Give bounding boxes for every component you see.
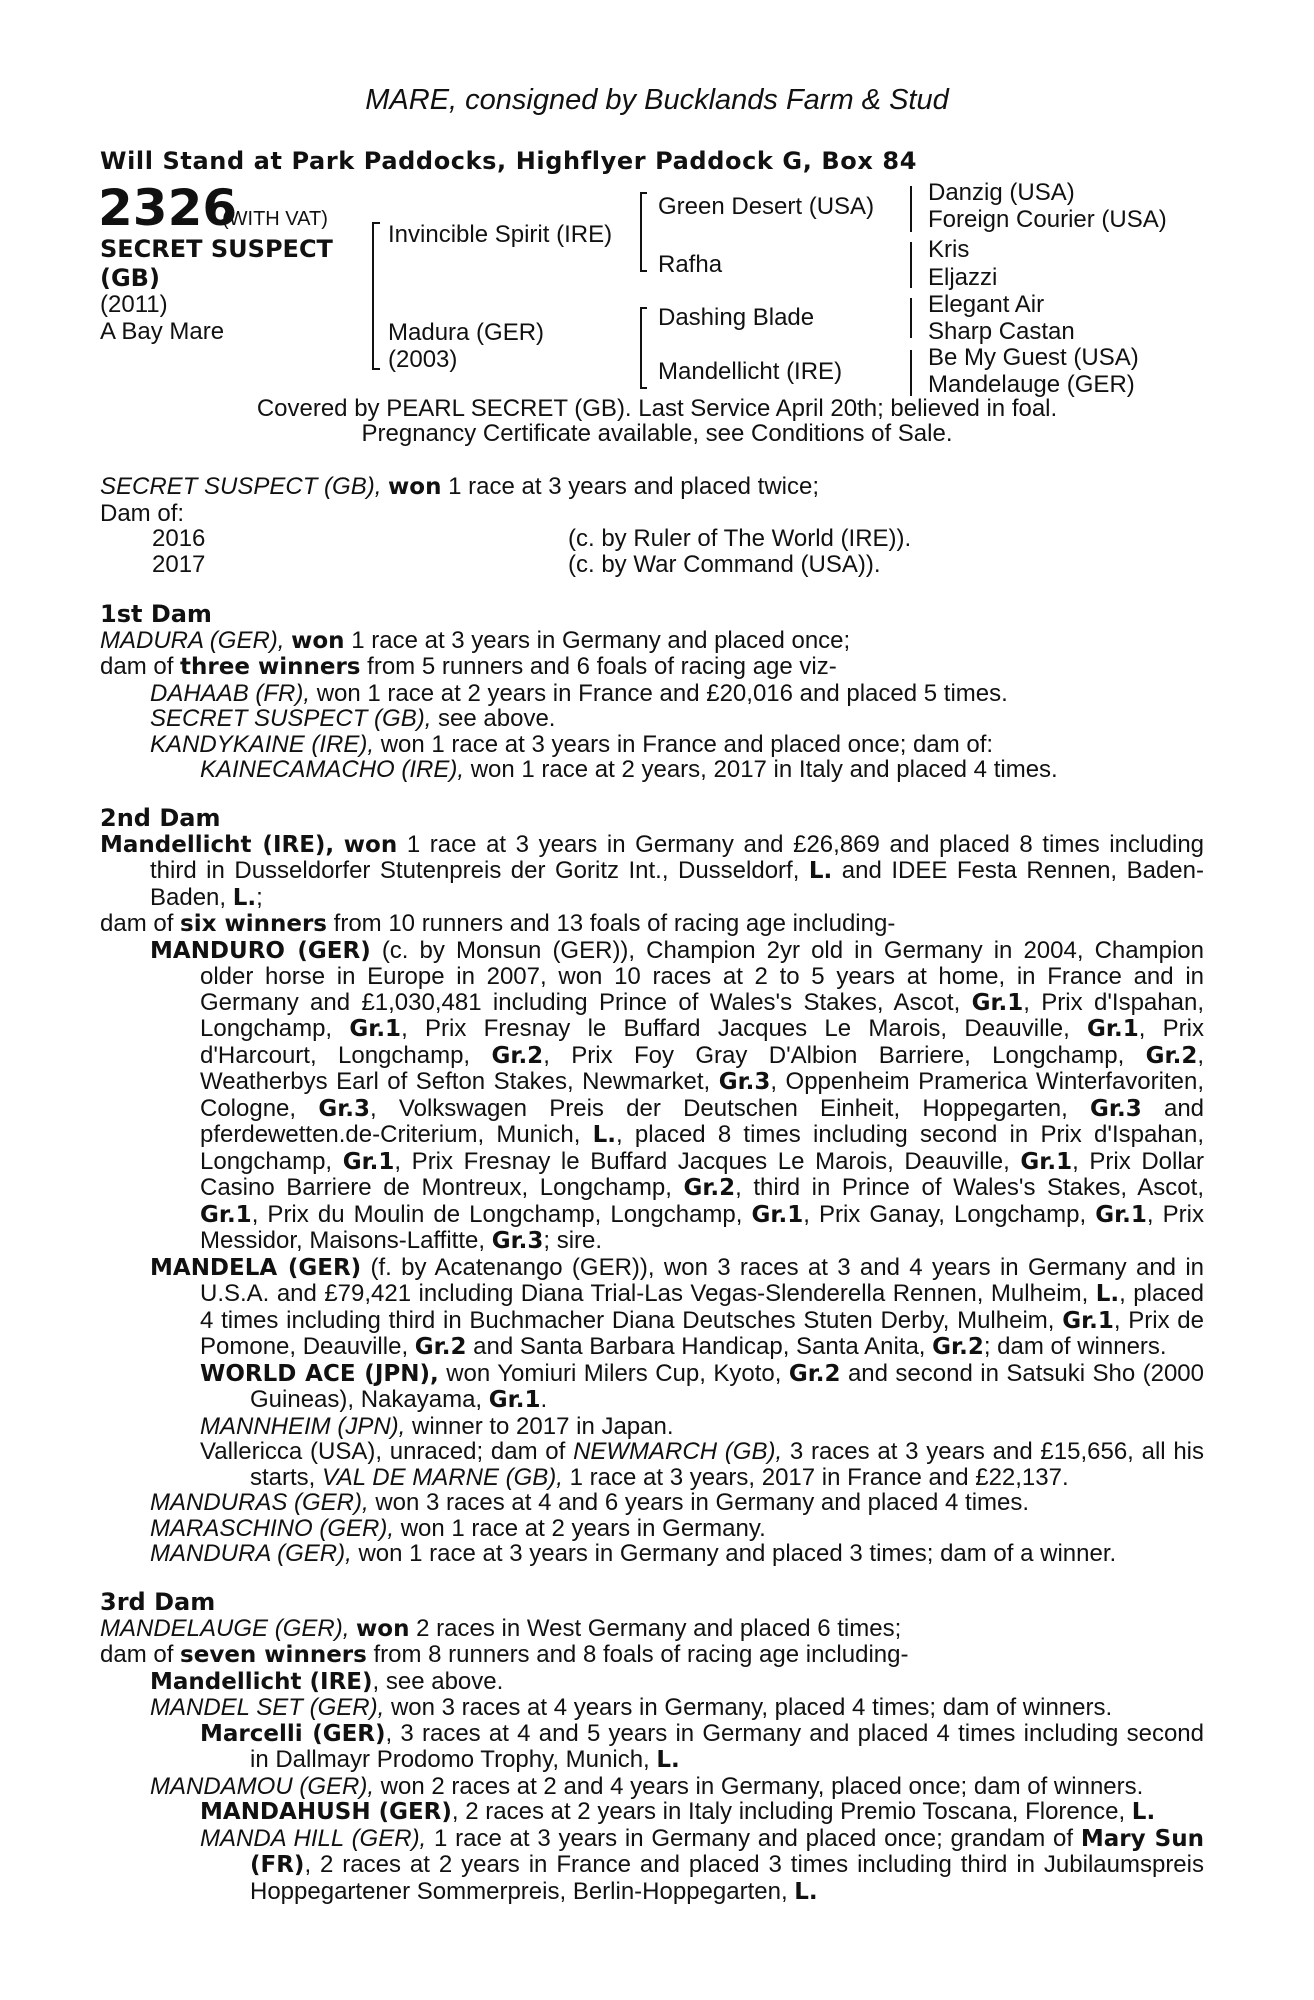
covered-note: Covered by PEARL SECRET (GB). Last Service April 20th; believed in foal. (256, 395, 1058, 422)
second-dam-section (100, 806, 1204, 1567)
pedigree-sire: Invincible Spirit (IRE) (388, 221, 613, 248)
second-dam-heading: 2nd Dam (100, 804, 221, 832)
progeny-name: SECRET SUSPECT (GB), (150, 705, 432, 732)
pedigree-dam: Madura (GER) (388, 319, 545, 346)
third-dam-section (100, 1590, 1204, 1905)
first-dam-heading: 1st Dam (100, 600, 212, 628)
pedigree-brace-ggp (910, 242, 912, 288)
produce-desc: (c. by War Command (USA)). (568, 550, 881, 578)
pedigree-sire-dam: Rafha (658, 251, 723, 278)
progeny-entry (100, 732, 1204, 758)
dam-name: MANDELAUGE (GER), (100, 1614, 350, 1642)
pedigree-ggp: Sharp Castan (928, 318, 1075, 345)
horse-name: SECRET SUSPECT (100, 235, 333, 263)
progeny-text: won 1 race at 2 years in France and £20,016 and placed 5 times. (316, 679, 1008, 707)
pedigree-brace-ggp (910, 298, 912, 338)
progeny-entry-marcelli: Marcelli (GER), 3 races at 4 and 5 years in Germany and placed 4 times including second in Dallmayr Prodomo Trophy, Munich, L. (200, 1719, 1204, 1773)
progeny-entry-mandamou: MANDAMOU (GER), won 2 races at 2 and 4 years in Germany, placed once; dam of winners. (150, 1772, 1144, 1800)
pedigree-dam-year: (2003) (388, 346, 458, 373)
won-label: won (356, 1615, 410, 1642)
produce-year: 2017 (152, 550, 206, 578)
pedigree-brace-main (372, 222, 374, 370)
progeny-entry: MANDURAS (GER), won 3 races at 4 and 6 years in Germany and placed 4 times. (150, 1489, 1030, 1516)
dam-record: Mandellicht (IRE), won 1 race at 3 years in Germany and £26,869 and placed 8 times including third in Dusseldorfer Stutenpreis der Goritz Int., Dusseldorf, L. and IDEE Festa Rennen, Baden-Baden, L.; (100, 830, 1205, 911)
dam-record: 1 race at 3 years in Germany and placed once; (351, 626, 851, 654)
produce-year: 2016 (152, 525, 206, 552)
progeny-entry: MANDURA (GER), won 1 race at 3 years in Germany and placed 3 times; dam of a winner. (150, 1540, 1117, 1567)
progeny-name: KANDYKAINE (IRE), (150, 730, 375, 758)
dam-record: 2 races in West Germany and placed 6 times; (416, 1614, 902, 1642)
dam-of-text: from 5 runners and 6 foals of racing age viz- (367, 653, 837, 680)
pedigree-brace-sire (640, 192, 642, 272)
catalogue-title: MARE, consigned by Bucklands Farm & Stud (365, 84, 949, 116)
produce-row (100, 526, 1204, 552)
brace-tick (372, 222, 380, 224)
pregnancy-note: Pregnancy Certificate available, see Conditions of Sale. (361, 420, 953, 447)
progeny-text: see above. (438, 705, 556, 732)
dam-of-text: dam of (100, 653, 174, 680)
progeny-entry: MARASCHINO (GER), won 1 race at 2 years in Germany. (150, 1514, 766, 1542)
dam-of-text: dam of (100, 1641, 174, 1668)
pedigree-ggp: Danzig (USA) (928, 179, 1075, 206)
pedigree-sire-sire: Green Desert (USA) (658, 193, 875, 220)
dam-of-text: from 8 runners and 8 foals of racing age including- (373, 1641, 909, 1668)
lot-number: 2326 (98, 179, 238, 237)
brace-tick (640, 192, 647, 194)
progeny-entry (100, 706, 1204, 732)
winners-count: three winners (180, 654, 361, 680)
progeny-entry (100, 757, 1204, 783)
progeny-name: KAINECAMACHO (IRE), (200, 756, 465, 783)
first-dam-section (100, 602, 1204, 783)
won-label: won (388, 474, 442, 500)
horse-year: (2011) (100, 291, 168, 318)
pedigree-ggp: Foreign Courier (USA) (928, 206, 1167, 233)
progeny-entry: Mandellicht (IRE), see above. (150, 1667, 504, 1695)
won-label: won (291, 627, 345, 654)
pedigree-ggp: Eljazzi (928, 264, 998, 291)
dam-name: MADURA (GER), (100, 626, 285, 654)
dam-of-text: dam of (100, 910, 174, 937)
horse-description: A Bay Mare (100, 318, 225, 345)
vat-note: (WITH VAT) (222, 208, 328, 230)
pedigree-brace-ggp (910, 350, 912, 396)
progeny-entry-vallericca: Vallericca (USA), unraced; dam of NEWMARCH (GB), 3 races at 3 years and £15,656, all his starts, VAL DE MARNE (GB), 1 race at 3 years, 2017 in France and £22,137. (200, 1438, 1205, 1491)
brace-tick (640, 387, 647, 389)
pedigree-dam-dam: Mandellicht (IRE) (658, 358, 843, 385)
mare-race-record: 1 race at 3 years and placed twice; (448, 473, 820, 500)
progeny-entry-worldace: WORLD ACE (JPN), won Yomiuri Milers Cup, Kyoto, Gr.2 and second in Satsuki Sho (2000 Guineas), Nakayama, Gr.1. (200, 1359, 1205, 1413)
winners-count: seven winners (180, 1642, 367, 1668)
pedigree-ggp: Elegant Air (928, 291, 1045, 318)
pedigree-ggp: Be My Guest (USA) (928, 344, 1139, 371)
progeny-entry-mandahill: MANDA HILL (GER), 1 race at 3 years in Germany and placed once; grandam of Mary Sun (FR), 2 races at 2 years in France and placed 3 times including third in Jubilaumspreis Hoppegartener Sommerpreis, Berlin-Hoppegarten, L. (200, 1824, 1204, 1905)
mare-name: SECRET SUSPECT (GB), (100, 473, 382, 500)
pedigree-brace-dam (640, 307, 642, 389)
produce-desc: (c. by Ruler of The World (IRE)). (568, 525, 912, 552)
progeny-entry: MANDEL SET (GER), won 3 races at 4 years in Germany, placed 4 times; dam of winners. (150, 1694, 1113, 1721)
pedigree-dam-sire: Dashing Blade (658, 304, 815, 331)
pedigree-ggp: Mandelauge (GER) (928, 371, 1135, 398)
third-dam-heading: 3rd Dam (100, 1588, 216, 1616)
progeny-entry-mandela: MANDELA (GER) (f. by Acatenango (GER)), won 3 races at 3 and 4 years in Germany and in U.S.A. and £79,421 including Diana Trial-Las Vegas-Slenderella Rennen, Mulheim, L., placed 4 times including third in Buchmacher Diana Deutsches Stuten Derby, Mulheim, Gr.1, Prix de Pomone, Deauville, Gr.2 and Santa Barbara Handicap, Santa Anita, Gr.2; dam of winners. (150, 1253, 1205, 1360)
progeny-entry: MANDAHUSH (GER), 2 races at 2 years in Italy including Premio Toscana, Florence, L. (200, 1798, 1156, 1825)
progeny-entry-manduro: MANDURO (GER) (c. by Monsun (GER)), Champion 2yr old in Germany in 2004, Champion older horse in Europe in 2007, won 10 races at 2 to 5 years at home, in France and in Germany and £1,030,481 including Prince of Wales's Stakes, Ascot, Gr.1, Prix d'Ispahan, Longchamp, Gr.1, Prix Fresnay le Buffard Jacques Le Marois, Deauville, Gr.1, Prix d'Harcourt, Longchamp, Gr.2, Prix Foy Gray D'Albion Barriere, Longchamp, Gr.2, Weatherbys Earl of Sefton Stakes, Newmarket, Gr.3, Oppenheim Pramerica Winterfavoriten, Cologne, Gr.3, Volkswagen Preis der Deutschen Einheit, Hoppegarten, Gr.3 and pferdewetten.de-Criterium, Munich, L., placed 8 times including second in Prix d'Ispahan, Longchamp, Gr.1, Prix Fresnay le Buffard Jacques Le Marois, Deauville, Gr.1, Prix Dollar Casino Barriere de Montreux, Longchamp, Gr.2, third in Prince of Wales's Stakes, Ascot, Gr.1, Prix du Moulin de Longchamp, Longchamp, Gr.1, Prix Ganay, Longchamp, Gr.1, Prix Messidor, Maisons-Laffitte, Gr.3; sire. (150, 936, 1205, 1254)
brace-tick (640, 307, 647, 309)
stand-location: Will Stand at Park Paddocks, Highflyer Paddock G, Box 84 (100, 147, 918, 175)
brace-tick (640, 270, 647, 272)
dam-of-label: Dam of: (100, 499, 185, 527)
brace-tick (372, 368, 380, 370)
progeny-entry (100, 681, 1204, 707)
progeny-text: won 1 race at 3 years in France and placed once; dam of: (380, 730, 994, 758)
horse-country: (GB) (100, 264, 160, 292)
progeny-name: DAHAAB (FR), (150, 679, 311, 707)
pedigree-brace-ggp (910, 186, 912, 232)
dam-of-text: from 10 runners and 13 foals of racing age including- (333, 910, 896, 937)
winners-count: six winners (180, 911, 327, 937)
progeny-entry: MANNHEIM (JPN), winner to 2017 in Japan. (200, 1412, 674, 1440)
produce-row (100, 552, 1204, 578)
progeny-text: won 1 race at 2 years, 2017 in Italy and placed 4 times. (470, 756, 1058, 783)
mare-record (100, 474, 1204, 577)
pedigree-ggp: Kris (928, 236, 970, 263)
